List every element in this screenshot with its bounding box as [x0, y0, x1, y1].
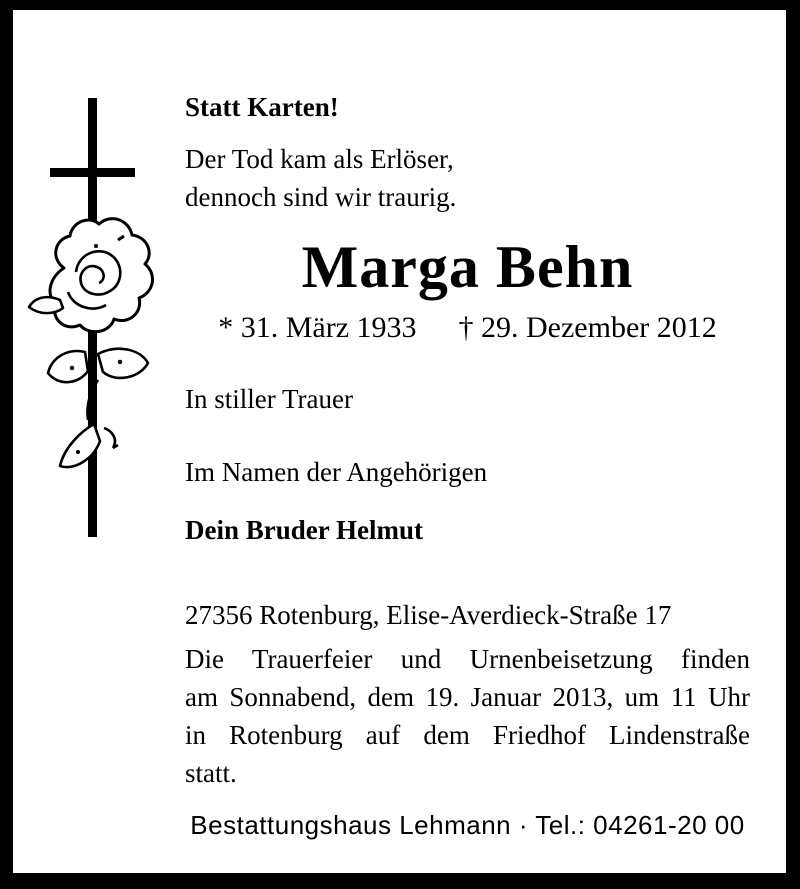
- deceased-name: Marga Behn: [301, 234, 634, 300]
- on-behalf-line: Im Namen der Angehörigen: [185, 457, 488, 487]
- epigraph: [185, 140, 750, 216]
- funeral-line: in Rotenburg auf dem Friedhof Lindenstraße: [185, 720, 750, 750]
- funeral-details: [185, 640, 750, 792]
- funeral-line: am Sonnabend, dem 19. Januar 2013, um 11 Uhr: [185, 682, 750, 712]
- death-date: † 29. Dezember 2012: [458, 311, 717, 344]
- epigraph-line: Der Tod kam als Erlöser,: [185, 144, 454, 174]
- epigraph-line: dennoch sind wir traurig.: [185, 182, 457, 212]
- funeral-line: statt.: [185, 758, 237, 788]
- mourning-line: In stiller Trauer: [185, 384, 353, 414]
- mourner-name: Dein Bruder Helmut: [185, 515, 423, 545]
- funeral-home-footer: Bestattungshaus Lehmann · Tel.: 04261-20 00: [190, 810, 745, 840]
- funeral-line: Die Trauerfeier und Urnenbeisetzung finden: [185, 644, 750, 674]
- life-dates: [185, 310, 750, 346]
- pre-header: Statt Karten!: [185, 92, 339, 122]
- cross-rose-illustration: [20, 90, 170, 550]
- address-line: 27356 Rotenburg, Elise-Averdieck-Straße 17: [185, 600, 672, 630]
- birth-date: * 31. März 1933: [218, 311, 417, 344]
